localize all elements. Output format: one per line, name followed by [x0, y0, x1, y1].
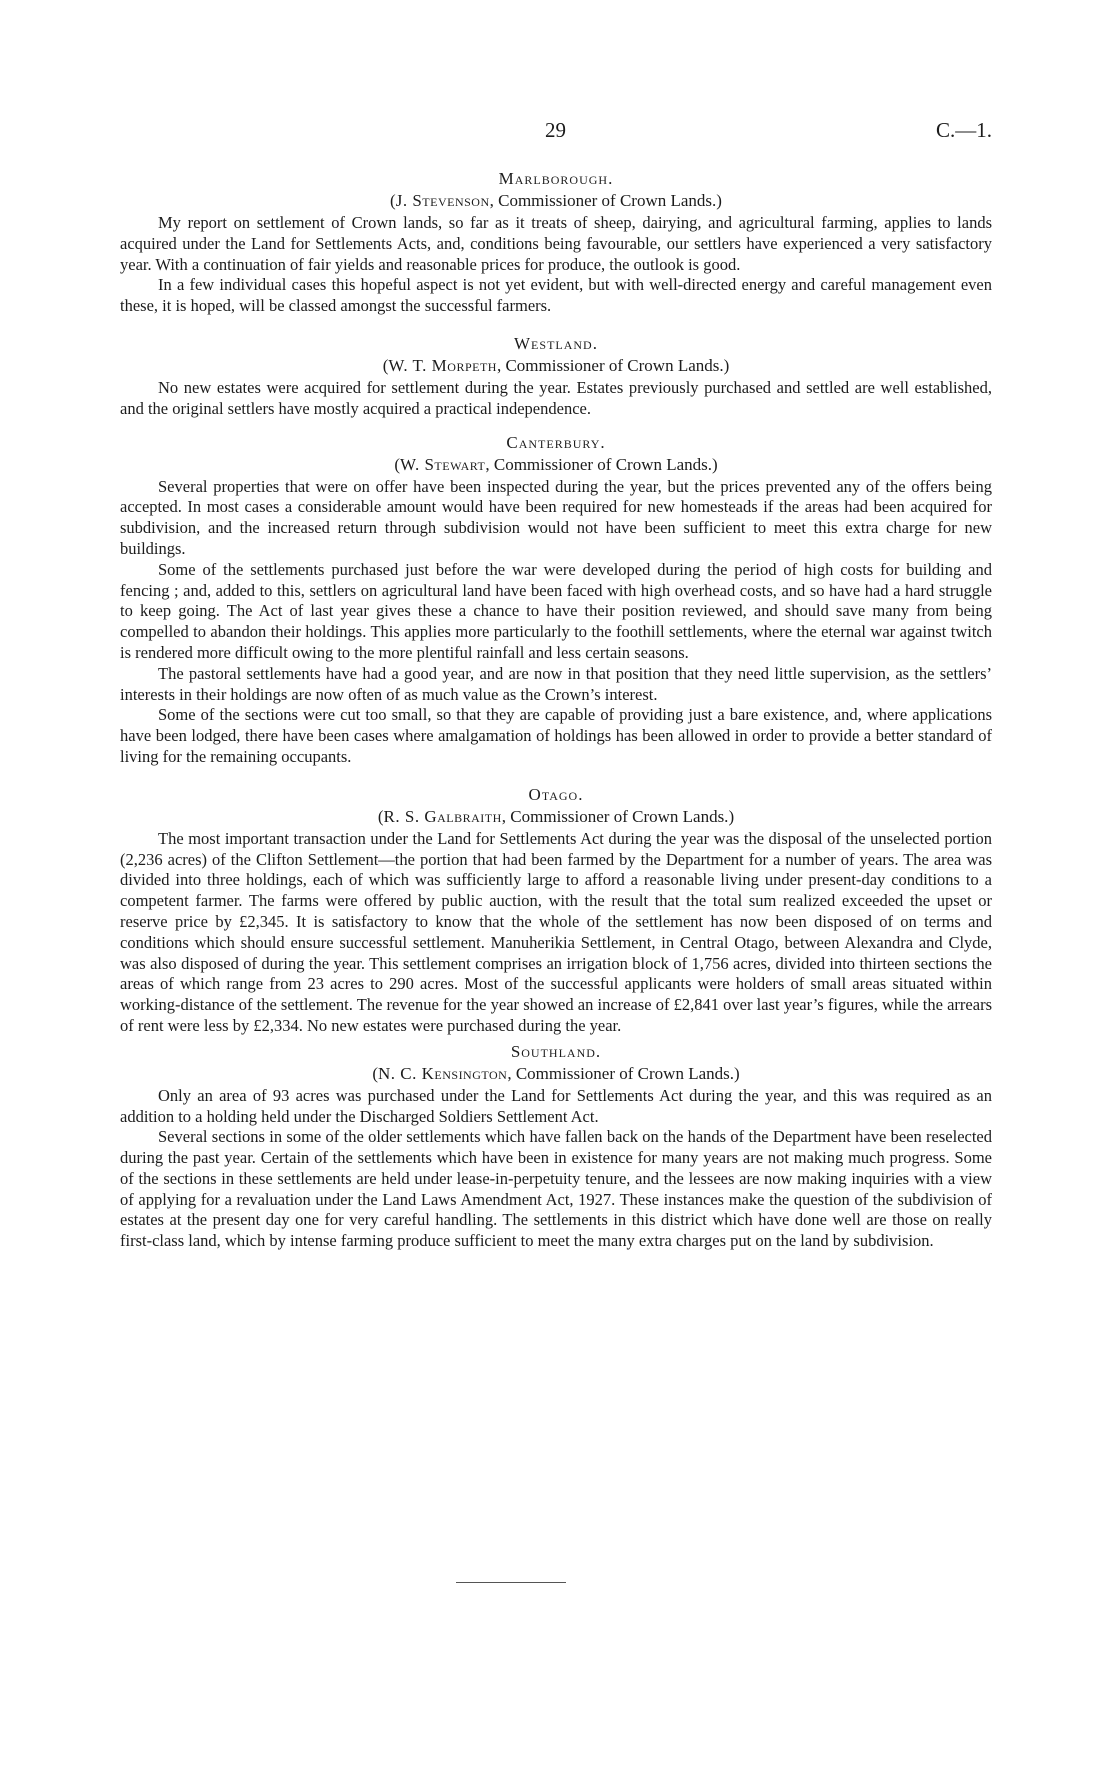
section-title: Southland. — [510, 1041, 602, 1061]
paragraph: The pastoral settlements have had a good year, and are now in that position that they need little supervision, as the settlers’ interests in their holdings are now often of as much value as the Crown’s interest. — [120, 663, 992, 704]
section-otago — [120, 784, 992, 1037]
commissioner-name: R. S. Galbraith — [383, 806, 502, 826]
section-title: Westland. — [514, 333, 598, 353]
commissioner-role: , Commissioner of Crown Lands. — [507, 1063, 734, 1083]
report-body — [120, 168, 992, 1252]
section-title: Canterbury. — [506, 432, 606, 452]
page-header — [0, 118, 1114, 148]
section-southland — [120, 1041, 992, 1252]
paragraph: Several sections in some of the older settlements which have fallen back on the hands of the Department have been reselected during the past year. Certain of the settlements which have been in existence for many years are not making much progress. Some of the sections in these settlements are held under lease-in-perpetuity tenure, and the lessees are now making inquiries with a view of applying for a revaluation under the Land Laws Amendment Act, 1927. These instances make the question of the subdivision of estates at the present day one for very careful handling. The settlements in this district which have done well are those on really first-class land, which by intense farming produce sufficient to meet the many extra charges put on the land by subdivision. — [120, 1127, 992, 1251]
commissioner-line: (R. S. Galbraith, Commissioner of Crown Lands.) — [377, 806, 735, 826]
commissioner-line: (W. Stewart, Commissioner of Crown Lands.) — [394, 454, 718, 474]
section-title: Otago. — [528, 784, 584, 804]
commissioner-role: , Commissioner of Crown Lands. — [501, 806, 729, 826]
commissioner-line: (N. C. Kensington, Commissioner of Crown Lands.) — [372, 1063, 740, 1083]
section-westland — [120, 333, 992, 420]
paragraph: Some of the settlements purchased just before the war were developed during the period of high costs for building and fencing ; and, added to this, settlers on agricultural land have been faced with high overhead costs, and so have had a hard struggle to keep going. The Act of last year gives these a chance to have their position reviewed, and should save many from being compelled to abandon their holdings. This applies more particularly to the foothill settlements, where the eternal war against twitch is rendered more difficult owing to the more plentiful rainfall and less certain seasons. — [120, 559, 992, 662]
end-divider — [456, 1582, 566, 1583]
commissioner-role: , Commissioner of Crown Lands. — [485, 454, 713, 474]
commissioner-role: , Commissioner of Crown Lands. — [496, 355, 724, 375]
section-canterbury — [120, 432, 992, 768]
document-reference: C.—1. — [935, 118, 992, 142]
commissioner-line: (W. T. Morpeth, Commissioner of Crown Lands.) — [382, 355, 730, 375]
section-marlborough — [120, 168, 992, 317]
commissioner-name: J. Stevenson — [395, 191, 490, 210]
commissioner-name: W. Stewart — [399, 454, 486, 474]
page-number: 29 — [545, 118, 566, 142]
commissioner-name: W. T. Morpeth — [388, 355, 497, 375]
paragraph: Some of the sections were cut too small, so that they are capable of providing just a bare existence, and, where applications have been lodged, there have been cases where amalgamation of holdings has been allowed in order to provide a better standard of living for the remaining occupants. — [120, 705, 992, 766]
paragraph: Several properties that were on offer have been inspected during the year, but the prices prevented any of the offers being accepted. In most cases a considerable amount would have been required for new homesteads if the areas had been acquired for subdivision, and the increased return through subdivision would not have been sufficient to meet this extra charge for new buildings. — [120, 476, 992, 558]
commissioner-role: , Commissioner of Crown Lands. — [489, 191, 717, 210]
commissioner-name: N. C. Kensington — [378, 1063, 508, 1083]
paragraph: Only an area of 93 acres was purchased under the Land for Settlements Act during the year, and this was required as an addition to a holding held under the Discharged Soldiers Settlement Act. — [120, 1085, 992, 1126]
paragraph: In a few individual cases this hopeful aspect is not yet evident, but with well-directed energy and careful management even these, it is hoped, will be classed amongst the successful farmers. — [120, 275, 992, 316]
paragraph: The most important transaction under the Land for Settlements Act during the year was the disposal of the unselected portion (2,236 acres) of the Clifton Settlement—the portion that had been farmed by the Department for a number of years. The area was divided into three holdings, each of which was sufficiently large to afford a reasonable living under present-day conditions to a competent farmer. The farms were offered by public auction, with the result that the total sum realized exceeded the upset or reserve price by £2,345. It is satisfactory to know that the whole of the settlement has now been disposed of on terms and conditions which should ensure successful settlement. Manuherikia Settlement, in Central Otago, between Alexandra and Clyde, was also disposed of during the year. This settlement comprises an irrigation block of 1,756 acres, divided into thirteen sections the areas of which range from 23 acres to 290 acres. Most of the successful applicants were holders of small areas situated within working-distance of the settlement. The revenue for the year showed an increase of £2,841 over last year’s figures, while the arrears of rent were less by £2,334. No new estates were purchased during the year. — [120, 828, 992, 1035]
commissioner-line: (J. Stevenson, Commissioner of Crown Lands.) — [390, 191, 722, 210]
section-title: Marlborough. — [498, 169, 614, 188]
paragraph: No new estates were acquired for settlement during the year. Estates previously purchased and settled are well established, and the original settlers have mostly acquired a practical independence. — [120, 377, 992, 418]
paragraph: My report on settlement of Crown lands, so far as it treats of sheep, dairying, and agricultural farming, applies to lands acquired under the Land for Settlements Acts, and, conditions being favourable, our settlers have experienced a very satisfactory year. With a continuation of fair yields and reasonable prices for produce, the outlook is good. — [120, 213, 992, 274]
